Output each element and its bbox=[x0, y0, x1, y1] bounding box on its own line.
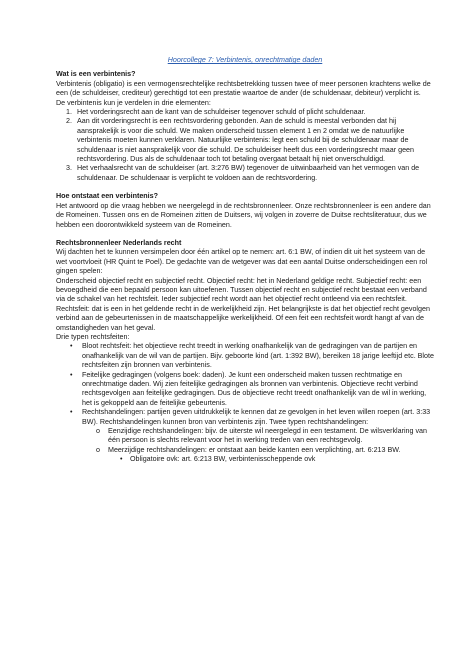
list-item-text: Rechtshandelingen: partijen geven uitdrukkelijk te kennen dat ze gevolgen in het leven willen roepen (art. 3:33 BW). Rechtshandelingen kunnen bron van verbintenis zijn. Twee typen rechtshandelingen: bbox=[82, 408, 431, 426]
sub-list-item: o Eenzijdige rechtshandelingen: bijv. de uiterste wil neergelegd in een testament. De wilsverklaring van één persoon is slechts relevant voor het in werking treden van een rechtsgevolg. bbox=[96, 427, 434, 446]
document-content bbox=[56, 56, 434, 465]
sub-list-item bbox=[96, 446, 434, 465]
sub-list bbox=[82, 427, 434, 465]
section-heading: Hoe ontstaat een verbintenis? bbox=[56, 192, 158, 201]
sub-sub-list-item: • Obligatoire ovk: art. 6:213 BW, verbintenisscheppende ovk bbox=[120, 455, 434, 464]
list-item: • Feitelijke gedragingen (volgens boek: daden). Je kunt een onderscheid maken tussen rechtmatige en onrechtmatige daden. Wij zien feitelijke gedragingen als bronnen van verbintenis. Objectieve recht verbind rechtsgevolgen aan feitelijke gedragingen. Dus de objectieve recht treedt onafhankelijk van de wil in werking, het is gekoppeld aan de feitelijke gebeurtenis. bbox=[70, 371, 434, 409]
paragraph: Wij dachten het te kunnen versimpelen door één artikel op te nemen: art. 6:1 BW, of indien dit uit het systeem van de wet voortvloeit (HR Quint te Poel). De gedachte van de wetgever was dat een aantal Duitse onderscheidingen een rol gingen spelen: bbox=[56, 248, 428, 276]
paragraph: Het antwoord op die vraag hebben we neergelegd in de rechtsbronnenleer. Onze rechtsbronnenleer is een andere dan de Romeinen. Tussen ons en de Romeinen zitten de Duitsers, wij volgen in zoverre de Duitse rechtsliteratuur, dus we hebben een doorontwikkeld systeem van de Romeinen. bbox=[56, 201, 431, 229]
paragraph: De verbintenis kun je verdelen in drie elementen: bbox=[56, 98, 211, 107]
list-item: 3. Het verhaalsrecht van de schuldeiser (art. 3:276 BW) tegenover de uitwinbaarheid van het vermogen van de schuldenaar. De schuldenaar is verplicht te voldoen aan de rechtsvordering. bbox=[74, 164, 434, 183]
list-item: • Bloot rechtsfeit: het objectieve recht treedt in werking onafhankelijk van de gedragingen van de partijen en onafhankelijk van de wil van de partijen. Bijv. geboorte kind (art. 1:392 BW), bereiken 18 jarige leeftijd etc. Blote rechtsfeiten zijn bronnen van verbintenis. bbox=[70, 342, 434, 370]
list-item: 1. Het vorderingsrecht aan de kant van de schuldeiser tegenover schuld of plicht schuldenaar. bbox=[74, 108, 434, 117]
section-heading: Wat is een verbintenis? bbox=[56, 70, 136, 79]
list-item: 2. Aan dit vorderingsrecht is een rechtsvordering gebonden. Aan de schuld is meestal verbonden dat hij aansprakelijk is voor die schuld. We maken onderscheid tussen element 1 en 2 omdat we de natuurlijke verbintenis moeten kunnen verklaren. Natuurlijke verbintenis: legt een schuld bij de schuldenaar maar de schuldenaar is niet aansprakelijk voor die schuld. De schuldeiser heeft dus een vorderingsrecht maar geen rechtsvordering. Dus als de schuldenaar toch tot betaling overgaat betaalt hij niet onverschuldigd. bbox=[74, 117, 434, 164]
section-heading: Rechtsbronnenleer Nederlands recht bbox=[56, 238, 182, 247]
document-title: Hoorcollege 7: Verbintenis, onrechtmatige daden bbox=[167, 56, 323, 64]
sub-list-item-text: Meerzijdige rechtshandelingen: er ontstaat aan beide kanten een verplichting, art. 6:213 BW. bbox=[108, 445, 401, 454]
numbered-list bbox=[56, 108, 434, 183]
list-item bbox=[70, 408, 434, 464]
paragraph: Drie typen rechtsfeiten: bbox=[56, 332, 130, 341]
paragraph: Verbintenis (obligatio) is een vermogensrechtelijke rechtsbetrekking tussen twee of meer personen krachtens welke de een (de schuldeiser, crediteur) gerechtigd tot een prestatie waartoe de ander (de schuldenaar, debiteur) verplicht is. bbox=[56, 79, 431, 98]
bullet-list bbox=[56, 342, 434, 464]
sub-sub-list bbox=[108, 455, 434, 464]
paragraph: Onderscheid objectief recht en subjectief recht. Objectief recht: het in Nederland geldige recht. Subjectief recht: een bevoegdheid die een bepaald persoon kan uitoefenen. Tussen objectief recht en subjectief recht bestaat een verband via de schakel van het rechtsfeit. Ieder subjectief recht wordt aan het objectief recht ontleend via een rechtsfeit. Rechtsfeit: dat is een in het geldende recht in de werkelijkheid zijn. Het belangrijkste is dat het objectief recht gevolgen verbind aan de gebeurtenissen in de maatschappelijke werkelijkheid. Of een feit een rechtsfeit wordt hangt af van de omstandigheden van het geval. bbox=[56, 276, 430, 332]
